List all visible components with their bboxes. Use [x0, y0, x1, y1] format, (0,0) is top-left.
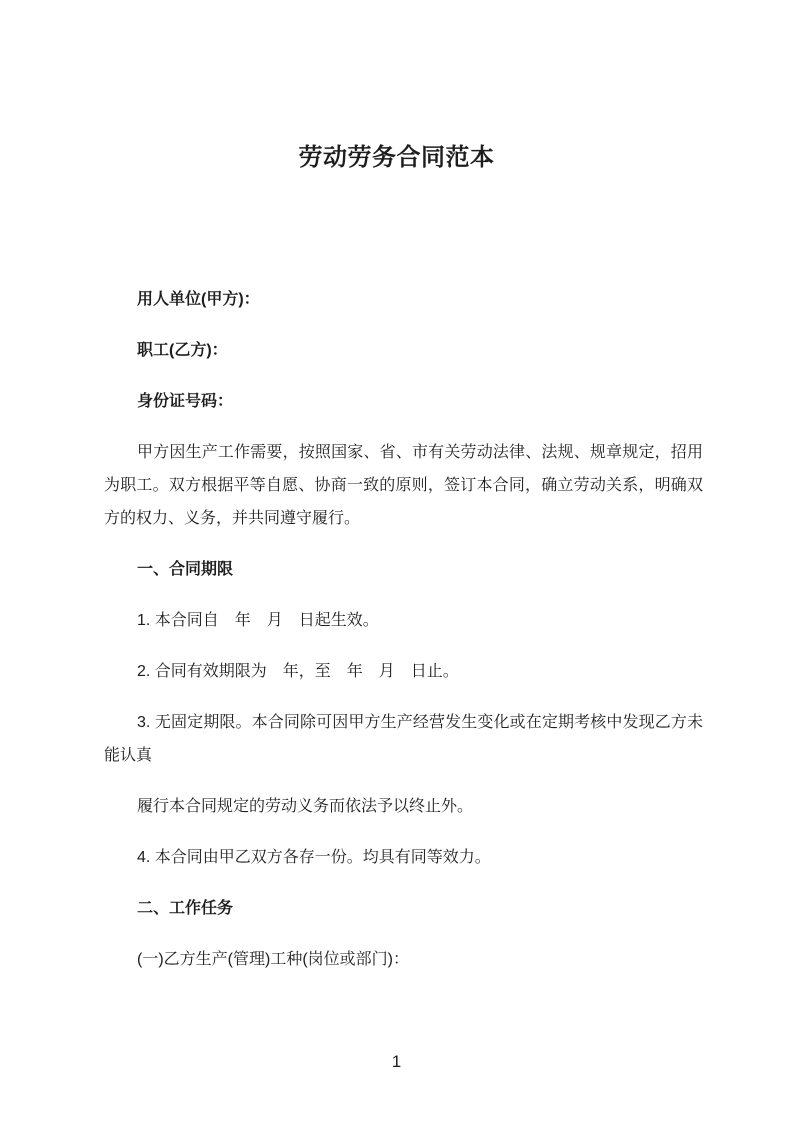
- paragraph-heading: 二、工作任务: [137, 900, 234, 917]
- paragraph-body: 2. 合同有效期限为 年，至 年 月 日止。: [137, 663, 459, 680]
- page-footer: [0, 1053, 793, 1070]
- paragraph-body: 1. 本合同自 年 月 日起生效。: [137, 612, 379, 629]
- paragraph-label: 职工(乙方)：: [137, 342, 228, 359]
- document-body: [104, 283, 703, 976]
- document-title: 劳动劳务合同范本: [298, 144, 495, 171]
- paragraph-heading: 一、合同期限: [137, 561, 234, 578]
- paragraph-body: 履行本合同规定的劳动义务而依法予以终止外。: [137, 798, 474, 815]
- paragraph-body: (一)乙方生产(管理)工种(岗位或部门)：: [137, 951, 409, 968]
- paragraph-label: 用人单位(甲方)：: [137, 291, 260, 308]
- paragraph-body: 3. 无固定期限。本合同除可因甲方生产经营发生变化或在定期考核中发现乙方未能认真: [104, 714, 703, 764]
- paragraph-body: 甲方因生产工作需要，按照国家、省、市有关劳动法律、法规、规章规定，招用为职工。双方根据平等自愿、协商一致的原则，签订本合同，确立劳动关系，明确双方的权力、义务，并共同遵守履行。: [104, 444, 703, 527]
- paragraph-label: 身份证号码：: [137, 393, 234, 410]
- page-number: 1: [391, 1052, 402, 1071]
- paragraph-body: 4. 本合同由甲乙双方各存一份。均具有同等效力。: [137, 849, 491, 866]
